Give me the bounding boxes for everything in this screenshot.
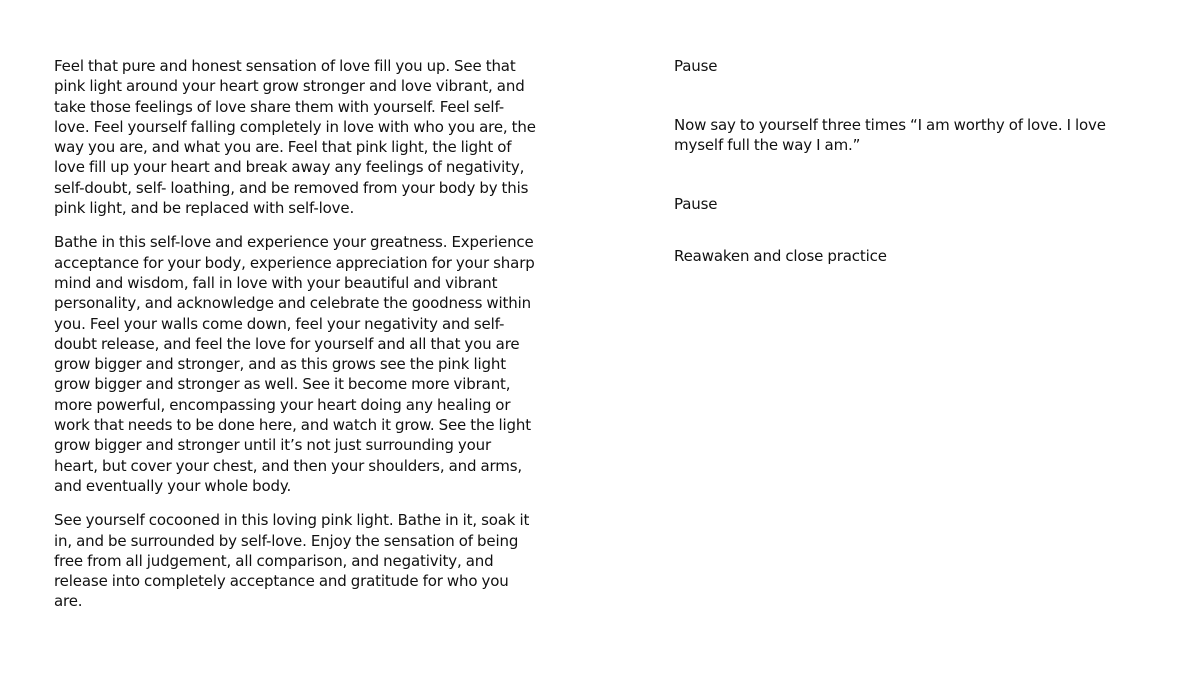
left-column	[54, 56, 536, 612]
paragraph-1: Feel that pure and honest sensation of love fill you up. See that pink light around your heart grow stronger and love vibrant, and take those feelings of love share them with yourself. Feel self-love. Feel yourself falling completely in love with who you are, the way you are, and what you are. Feel that pink light, the light of love fill up your heart and break away any feelings of negativity, self-doubt, self- loathing, and be removed from your body by this pink light, and be replaced with self-love.	[54, 57, 536, 218]
paragraph-3: See yourself cocooned in this loving pink light. Bathe in it, soak it in, and be surrounded by self-love. Enjoy the sensation of being free from all judgement, all comparison, and negativity, and release into completely acceptance and gratitude for who you are.	[54, 511, 530, 611]
affirmation-instruction: Now say to yourself three times “I am worthy of love. I love myself full the way I am.”	[674, 116, 1106, 155]
closing-instruction: Reawaken and close practice	[674, 247, 887, 265]
paragraph-2: Bathe in this self-love and experience your greatness. Experience acceptance for your body, experience appreciation for your sharp mind and wisdom, fall in love with your beautiful and vibrant personality, and acknowledge and celebrate the goodness within you. Feel your walls come down, feel your negativity and self-doubt release, and feel the love for yourself and all that you are grow bigger and stronger, and as this grows see the pink light grow bigger and stronger as well. See it become more vibrant, more powerful, encompassing your heart doing any healing or work that needs to be done here, and watch it grow. See the light grow bigger and stronger until it’s not just surrounding your heart, but cover your chest, and then your shoulders, and arms, and eventually your whole body.	[54, 233, 535, 495]
pause-instruction-2: Pause	[674, 195, 718, 213]
pause-instruction-1: Pause	[674, 57, 718, 75]
